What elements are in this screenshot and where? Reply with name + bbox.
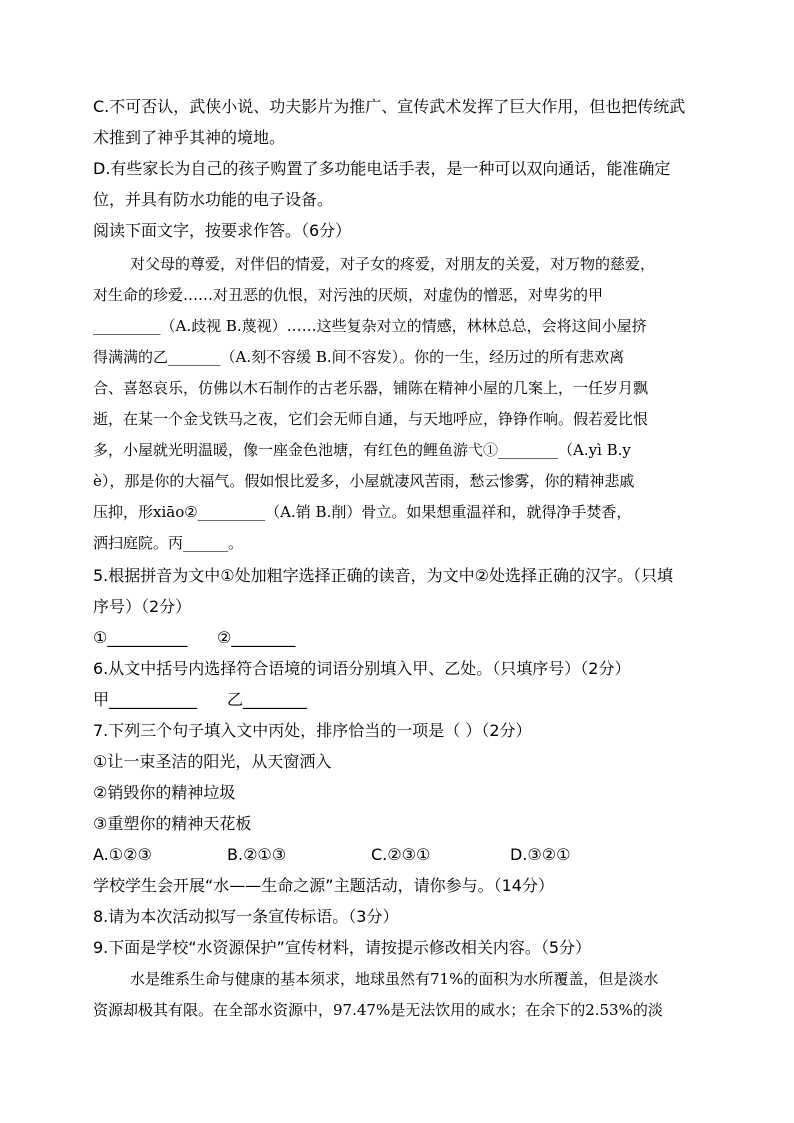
q7-option-b[interactable]: B.②①③ <box>227 845 287 864</box>
q7-sentence-2: ②销毁你的精神垃圾 <box>93 783 236 802</box>
q7-option-c[interactable]: C.②③① <box>371 845 431 864</box>
reading-passage-line: 对父母的尊爱，对伴侣的情爱，对子女的疼爱，对朋友的关爱，对万物的慈爱， <box>130 255 656 273</box>
q5-prompt-line1: 5.根据拼音为文中①处加粗字选择正确的读音，为文中②处选择正确的汉字。（只填 <box>93 566 673 585</box>
water-passage-line: 水是维系生命与健康的基本须求，地球虽然有71%的面积为水所覆盖，但是淡水 <box>130 970 659 988</box>
q7-option-d[interactable]: D.③②① <box>510 845 571 864</box>
reading-passage-line: 合、喜怒哀乐，仿佛以木石制作的古老乐器，铺陈在精神小屋的几案上，一任岁月飘 <box>93 379 649 397</box>
reading-passage-line: _________（A.歧视 B.蔑视）……这些复杂对立的情感，林林总总，会将这间小屋挤 <box>93 317 647 335</box>
q4-option-d-line1: D.有些家长为自己的孩子购置了多功能电话手表，是一种可以双向通话，能准确定 <box>93 159 671 178</box>
reading-instruction: 阅读下面文字，按要求作答。（6分） <box>93 221 352 240</box>
q4-option-c-line1: C.不可否认，武侠小说、功夫影片为推广、宣传武术发挥了巨大作用，但也把传统武 <box>93 97 686 116</box>
reading-passage-line: 多，小屋就光明温暖，像一座金色池塘，有红色的鲤鱼游弋①________（A.yì B.y <box>93 441 631 459</box>
water-passage-line: 资源却极其有限。在全部水资源中，97.47%是无法饮用的咸水；在余下的2.53%的淡 <box>93 1001 663 1019</box>
q7-option-a[interactable]: A.①②③ <box>93 845 152 864</box>
reading-passage-line: 得满满的乙_______（A.刻不容缓 B.间不容发）。你的一生，经历过的所有悲欢离 <box>93 348 625 366</box>
q5-prompt-line2: 序号）（2分） <box>93 597 192 616</box>
q8-prompt: 8.请为本次活动拟写一条宣传标语。（3分） <box>93 907 399 926</box>
q7-prompt: 7.下列三个句子填入文中丙处，排序恰当的一项是（ ）（2分） <box>93 721 532 740</box>
q4-option-c-line2: 术推到了神乎其神的境地。 <box>93 128 286 147</box>
q6-answer-blank-jia[interactable]: 甲___________ <box>93 690 198 709</box>
q5-answer-blank-1[interactable]: ①__________ <box>93 628 188 647</box>
reading-passage-line: 洒扫庭院。丙______。 <box>93 534 244 552</box>
q9-prompt: 9.下面是学校“水资源保护”宣传材料，请按提示修改相关内容。（5分） <box>93 938 592 957</box>
reading-passage-line: 压抑，形xiāo②_________（A.销 B.削）骨立。如果想重温祥和，就得净手焚香， <box>93 503 632 521</box>
reading-passage-line: è），那是你的大福气。假如恨比爱多，小屋就凄风苦雨，愁云惨雾，你的精神悲戚 <box>93 472 635 490</box>
q6-answer-blank-yi[interactable]: 乙________ <box>227 690 308 709</box>
q5-answer-blank-2[interactable]: ②________ <box>217 628 296 647</box>
q7-sentence-1: ①让一束圣洁的阳光，从天窗洒入 <box>93 752 332 771</box>
q6-prompt: 6.从文中括号内选择符合语境的词语分别填入甲、乙处。（只填序号）（2分） <box>93 659 631 678</box>
q7-sentence-3: ③重塑你的精神天花板 <box>93 814 252 833</box>
reading-passage-line: 逝，在某一个金戈铁马之夜，它们会无师自通，与天地呼应，铮铮作响。假若爱比恨 <box>93 410 649 428</box>
water-section-intro: 学校学生会开展“水——生命之源”主题活动，请你参与。（14分） <box>93 876 554 895</box>
reading-passage-line: 对生命的珍爱……对丑恶的仇恨，对污浊的厌烦，对虚伪的憎恶，对卑劣的甲 <box>93 286 604 304</box>
q4-option-d-line2: 位，并具有防水功能的电子设备。 <box>93 190 334 209</box>
